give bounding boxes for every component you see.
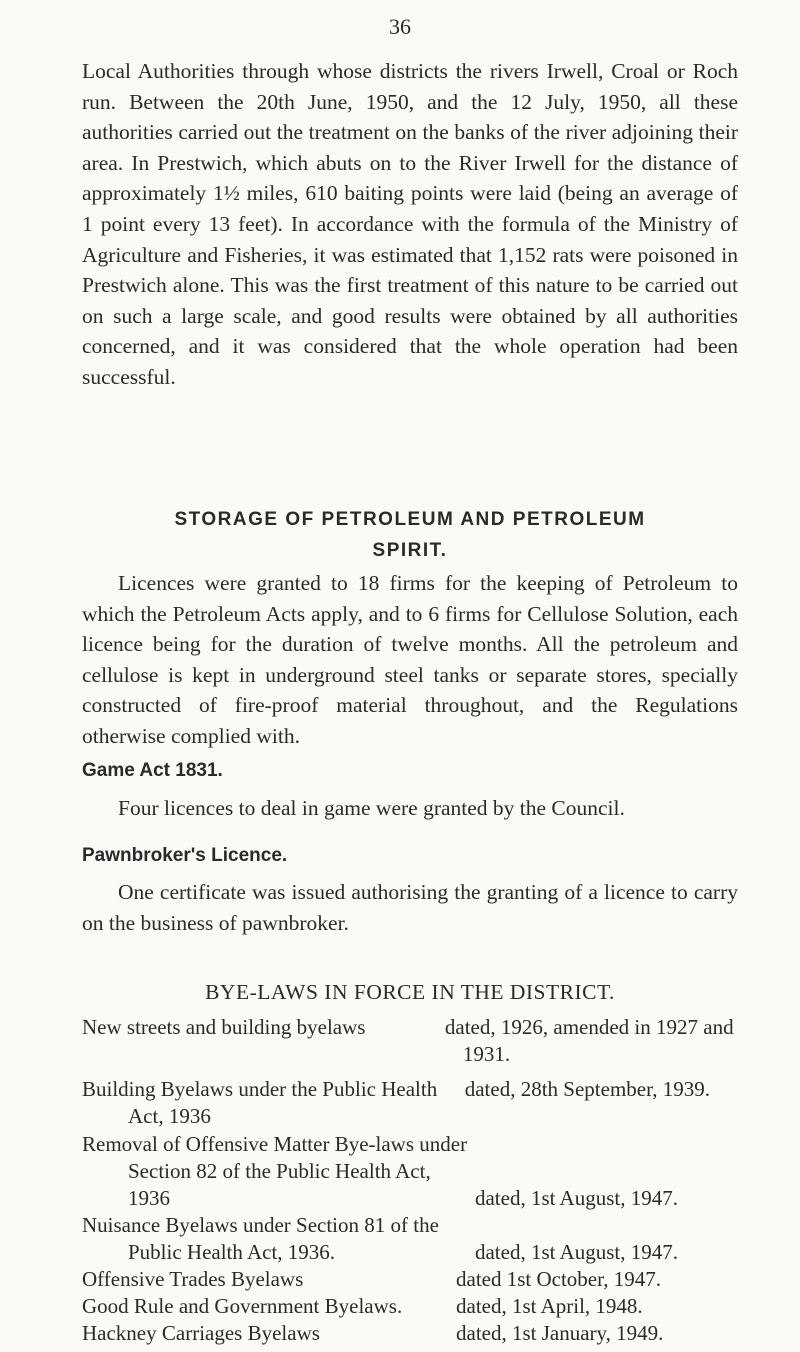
byelaw-row xyxy=(82,1212,738,1266)
byelaw-name: Nuisance Byelaws under Section 81 of the Public Health Act, 1936. xyxy=(82,1213,439,1264)
storage-body xyxy=(82,568,738,752)
pawnbroker-body xyxy=(82,877,738,938)
byelaw-date: dated, 1st August, 1947. xyxy=(474,1240,678,1264)
byelaw-date: dated, 28th September, 1939. xyxy=(464,1077,711,1101)
pawnbroker-heading: Pawnbroker's Licence. xyxy=(82,845,288,866)
byelaw-row xyxy=(82,1266,738,1293)
byelaws-title: BYE-LAWS IN FORCE IN THE DISTRICT. xyxy=(205,980,615,1004)
page-number: 36 xyxy=(389,14,411,39)
storage-heading-line2: SPIRIT. xyxy=(372,540,448,561)
byelaw-name: Good Rule and Government Byelaws. xyxy=(82,1294,403,1318)
byelaw-row xyxy=(82,1293,738,1320)
byelaw-row xyxy=(82,1320,738,1347)
intro-section xyxy=(82,56,738,393)
storage-heading-line1: STORAGE OF PETROLEUM AND PETROLEUM xyxy=(174,509,646,530)
pawnbroker-paragraph: One certificate was issued authorising the granting of a licence to carry on the business of pawnbroker. xyxy=(82,880,738,935)
byelaw-date: dated, 1st January, 1949. xyxy=(456,1321,664,1345)
storage-paragraph: Licences were granted to 18 firms for the keeping of Petroleum to which the Petroleum Acts apply, and to 6 firms for Cellulose Solution, each licence being for the duration of twelve months. All the petroleum and cellulose is kept in underground steel tanks or separate stores, specially constructed of fire-proof material throughout, and the Regulations otherwise complied with. xyxy=(82,571,738,748)
byelaw-date: dated, 1926, amended in 1927 and 1931. xyxy=(444,1015,734,1066)
byelaw-name: New streets and building byelaws xyxy=(82,1015,366,1039)
byelaw-date: dated, 1st April, 1948. xyxy=(456,1294,643,1318)
byelaw-name: Hackney Carriages Byelaws xyxy=(82,1321,320,1345)
game-act-body xyxy=(82,793,738,824)
intro-paragraph: Local Authorities through whose districts the rivers Irwell, Croal or Roch run. Between the 20th June, 1950, and the 12 July, 1950, all these authorities carried out the treatment on the banks of the river adjoining their area. In Prestwich, which abuts on to the River Irwell for the distance of approximately 1½ miles, 610 baiting points were laid (being an average of 1 point every 13 feet). In accordance with the formula of the Ministry of Agriculture and Fisheries, it was estimated that 1,152 rats were poisoned in Prestwich alone. This was the first treatment of this nature to be carried out on such a large scale, and good results were obtained by all authorities concerned, and it was considered that the whole operation had been successful. xyxy=(82,59,738,389)
byelaw-row xyxy=(82,1014,738,1076)
byelaw-date: dated, 1st August, 1947. xyxy=(474,1186,678,1210)
byelaw-name: Offensive Trades Byelaws xyxy=(82,1267,304,1291)
game-act-heading: Game Act 1831. xyxy=(82,760,223,781)
byelaws-table xyxy=(82,1014,738,1347)
byelaw-row xyxy=(82,1131,738,1212)
byelaw-name: Removal of Offensive Matter Bye-laws under Section 82 of the Public Health Act, 1936 xyxy=(82,1132,468,1210)
byelaw-name: Building Byelaws under the Public Health Act, 1936 xyxy=(82,1077,438,1128)
game-act-paragraph: Four licences to deal in game were granted by the Council. xyxy=(118,796,625,820)
byelaws-section xyxy=(82,977,738,1007)
byelaw-row xyxy=(82,1076,738,1131)
pawnbroker-section xyxy=(82,842,738,870)
byelaw-date: dated 1st October, 1947. xyxy=(456,1267,662,1291)
game-act-section xyxy=(82,757,738,785)
storage-section xyxy=(82,504,738,566)
